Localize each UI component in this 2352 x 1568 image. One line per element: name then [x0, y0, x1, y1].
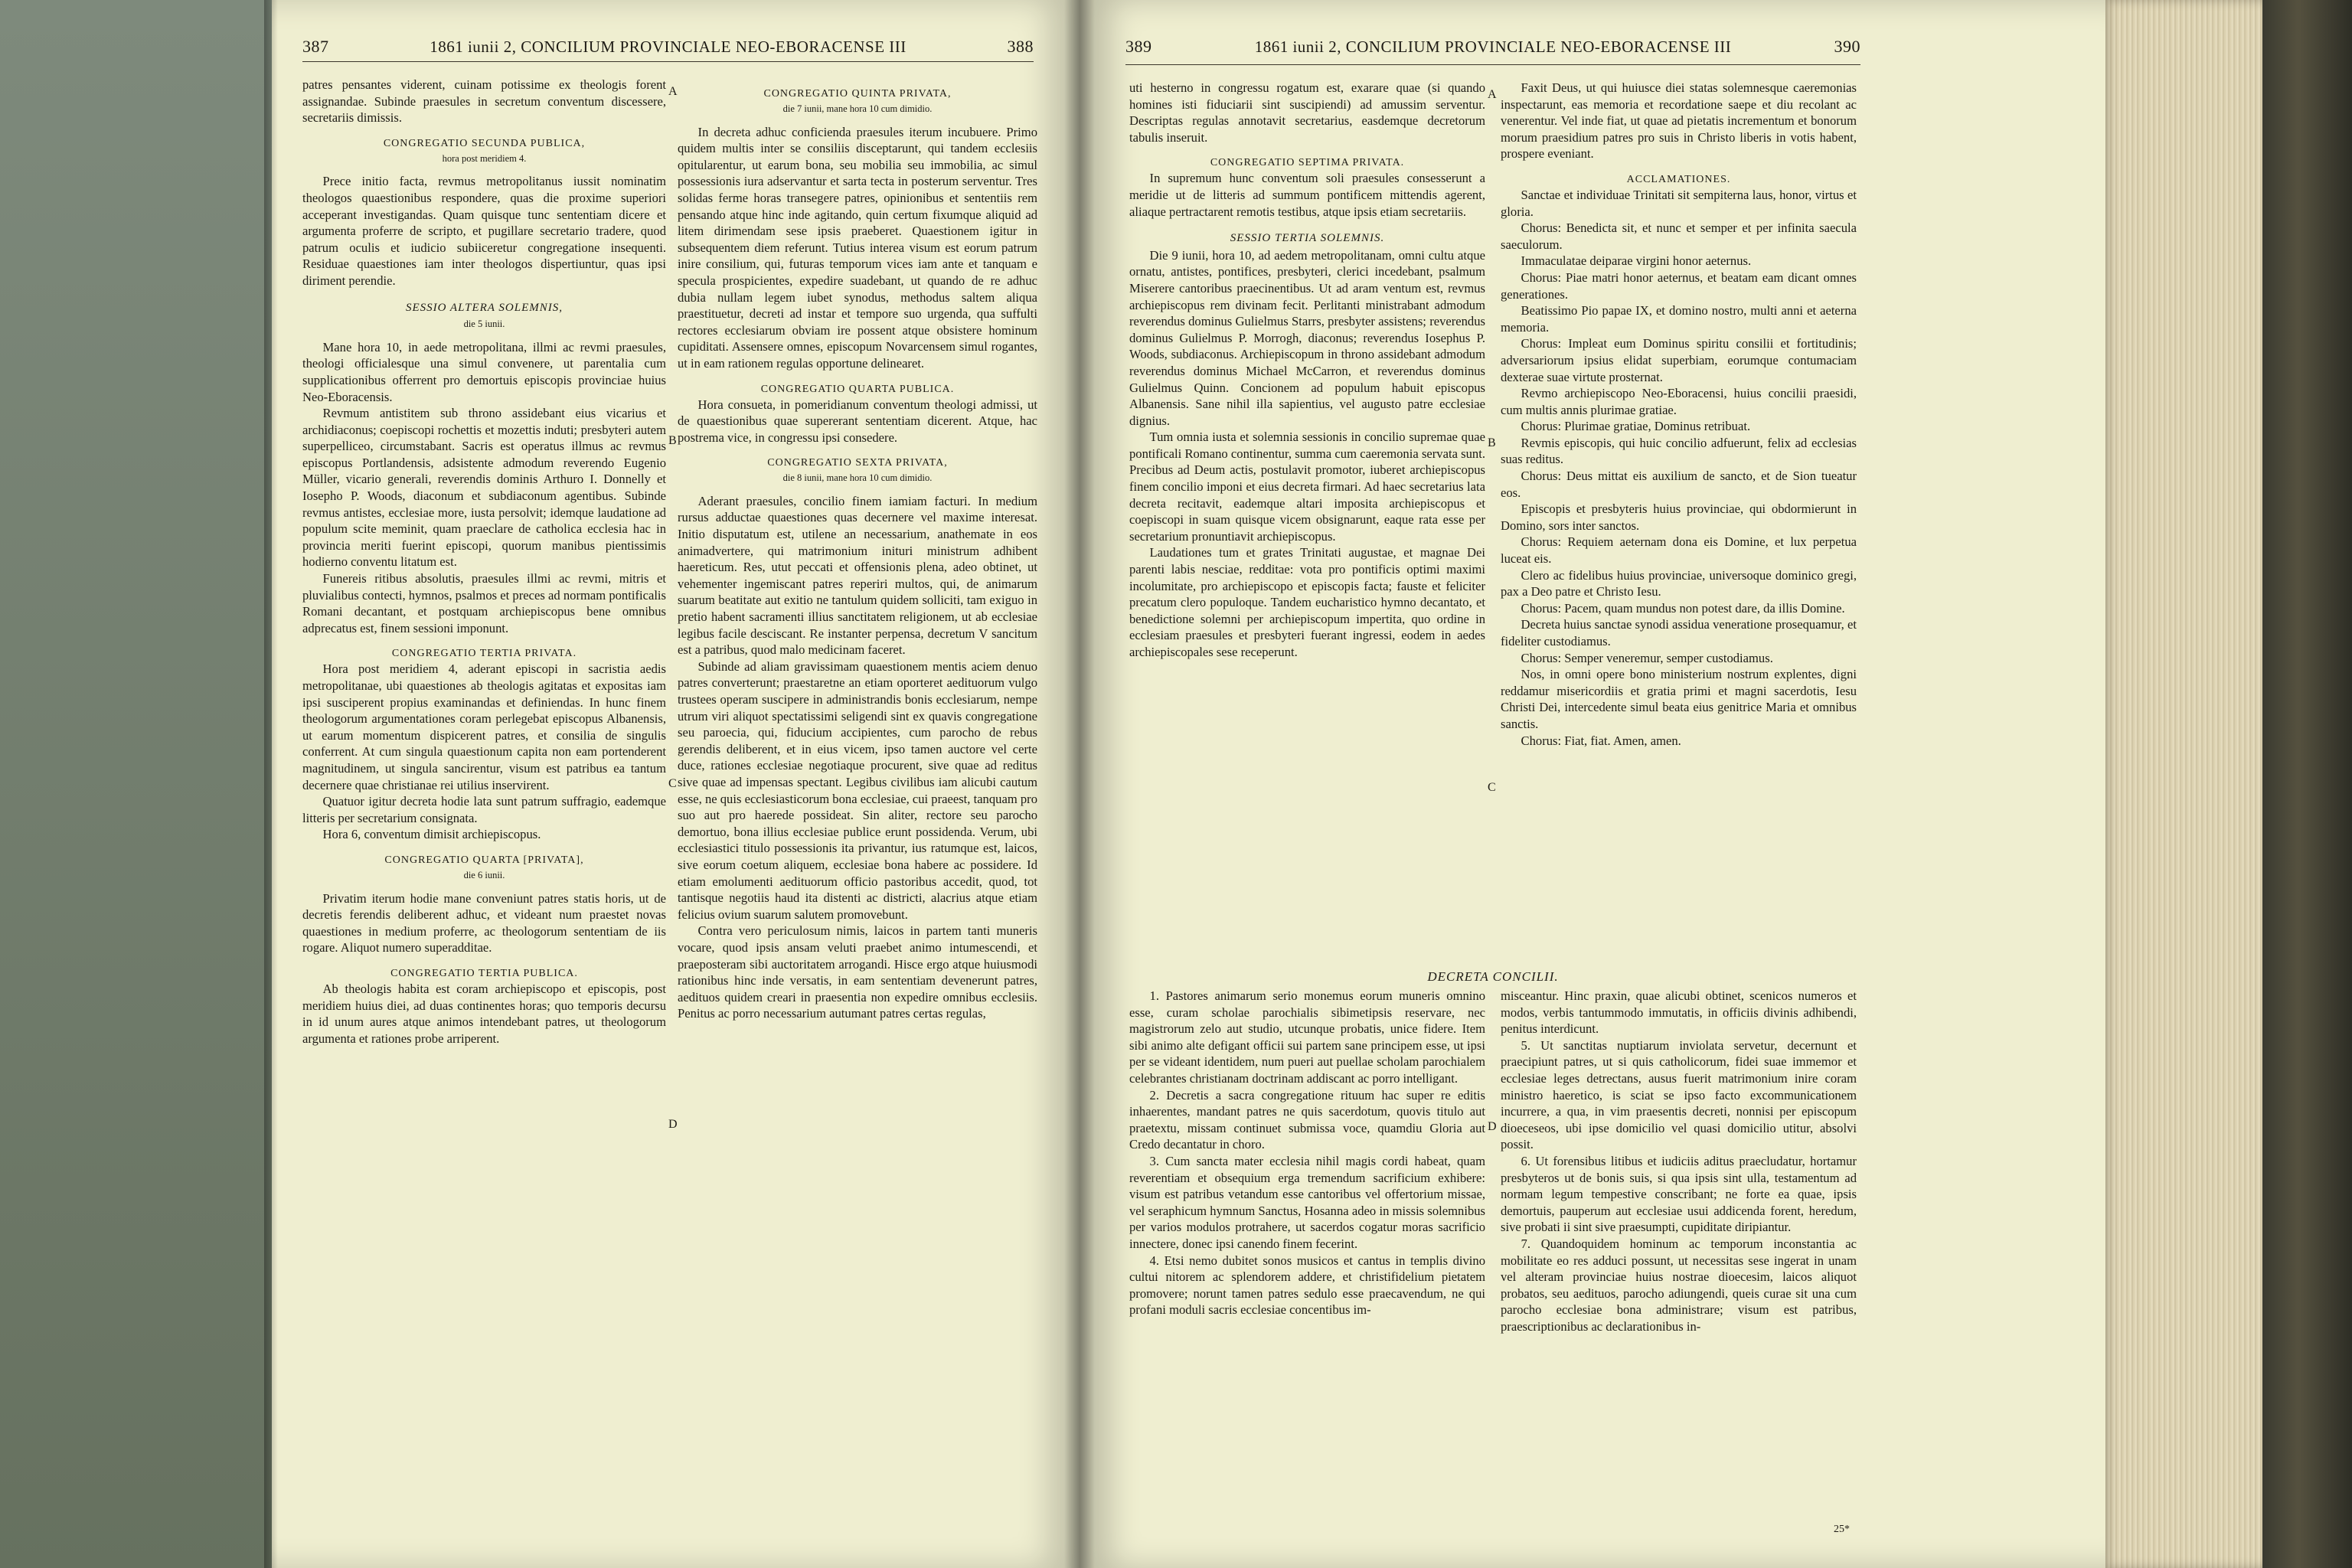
signature-mark: 25*	[1834, 1524, 1850, 1535]
header-rule	[1125, 64, 1860, 65]
book-gutter	[1064, 0, 1095, 1568]
section-heading: CONGREGATIO QUARTA PUBLICA.	[760, 383, 955, 395]
paragraph: Hora consueta, in pomeridianum conventum theologi admissi, ut de quaestionibus quae supererant sententiam dicerent. Atque, hac postrema vice, in congressu ipsi consedere.	[678, 397, 1037, 445]
paragraph: Ab theologis habita est coram archiepiscopo et episcopis, post meridiem huius diei, ad duas continentes horas; quo temporis decursu in id unum aures atque animos intendebant patres, ut theologorum argumenta et rationes probe arriperent.	[302, 981, 666, 1046]
paragraph: Nos, in omni opere bono ministerium nostrum explentes, digni reddamur misericordiis et gratia primi et magni sacerdotis, Iesu Christi Dei, intercedente simul beata eius genitrice Maria et omnibus sanctis.	[1501, 667, 1857, 731]
section-heading: CONGREGATIO SEXTA PRIVATA,	[767, 457, 948, 469]
paragraph: Chorus: Plurimae gratiae, Dominus retribuat.	[1521, 419, 1751, 434]
paragraph: In supremum hunc conventum soli praesules consesserunt a meridie ut de litteris ad summum pontificem mittendis agerent, aliaque pertractarent remotis testibus, atque ipsis etiam secretariis.	[1129, 171, 1485, 219]
paragraph: Chorus: Piae matri honor aeternus, et beatam eam dicant omnes generationes.	[1501, 270, 1857, 302]
paragraph: Decreta huius sanctae synodi assidua veneratione prosequamur, et fideliter custodiamus.	[1501, 617, 1857, 648]
paragraph: Quatuor igitur decreta hodie lata sunt patrum suffragio, eademque litteris per secretarium consignata.	[302, 794, 666, 825]
paragraph: Hora post meridiem 4, aderant episcopi in sacristia aedis metropolitanae, ubi quaestiones ab theologis agitatas et expositas iam ipsi susciperent propius examinandas et definiendas. In hunc finem theologorum argumentationes coram perlegebat episcopus Albanensis, ut earum momentum dispicerent patres, et consilia de singulis conferrent. At cum singula quaestionum capita non eam portenderent magnitudinem, ut singula sancirentur, visum est patribus ea tantum decernere quae christianae rei utilius inservirent.	[302, 662, 666, 792]
paragraph: Chorus: Semper veneremur, semper custodiamus.	[1521, 650, 1773, 665]
paragraph: 6. Ut forensibus litibus et iudiciis aditus praecludatur, hortamur presbyteros ut de bonis suis, si qua ipsis sint ulla, testamentum ad normam legum tempestive conscribant; ne forte ea quae, ipsis demortuis, pauperum aut ecclesiae usui addicenda forent, heredum, sive probati ii sint sive praesumpti, cupiditate diripiantur.	[1501, 1153, 1857, 1235]
paragraph: Die 9 iunii, hora 10, ad aedem metropolitanam, omni cultu atque ornatu, antistes, pontifices, presbyteri, clerici incedebant, psalmum Miserere cantoribus praecinentibus. Ut ad aram ventum est, revmus archiepiscopus rem divinam fecit. Perlitanti ministrabant admodum reverendus dominus Gulielmus Starrs, presbyter assistens; reverendus dominus Gulielmus P. Morrogh, diaconus; reverendus Iosephus P. Woods, subdiaconus. Archiepiscopum in throno assidebant admodum reverendus dominus Michael McCarron, et reverendus dominus Gulielmus Quinn. Concionem ad populum habuit episcopus Albanensis. Sane nihil illa sapientius, vel augusto patre ecclesiae dignius.	[1129, 247, 1485, 428]
paragraph: Chorus: Benedicta sit, et nunc et semper et per infinita saecula saeculorum.	[1501, 220, 1857, 252]
margin-letter: C	[1488, 781, 1496, 794]
paragraph: Chorus: Pacem, quam mundus non potest dare, da illis Domine.	[1521, 600, 1845, 616]
page-number: 388	[1007, 37, 1034, 56]
paragraph: Aderant praesules, concilio finem iamiam facturi. In medium rursus adductae quaestiones quas decernere vel maxime interesat. Initio disputatum est, utilene an necessarium, anathemate in eos animadvertere, qui matrimonium inituri ministrum adhibent haereticum. Res, utut peccati et offensionis plena, adeo obtinet, ut vehementer ingemiscant patres reperiri multos, qui, de animarum suarum beatitate aut exitio ne tantulum quidem solliciti, tam exiguo in pretio habent sacramenti illius sanctitatem religionem, ut ab ecclesiae legibus facile desciscant. Re instanter perpensa, decretum V sancitum est a patribus, quod malo medicinam faceret.	[678, 493, 1037, 658]
section-heading: CONGREGATIO QUINTA PRIVATA,	[763, 88, 952, 100]
paragraph: Immaculatae deiparae virgini honor aeternus.	[1521, 253, 1752, 269]
section-heading: CONGREGATIO SEPTIMA PRIVATA.	[1210, 157, 1405, 169]
paragraph: In decreta adhuc conficienda praesules iterum incubuere. Primo quidem multis inter se consiliis disceptarunt, qui tandem ecclesiis opitularentur, ut earum bona, seu mobilia seu immobilia, ac simul possessionis iura adservantur et sarta tecta in posterum serventur. Tres solidas ferme horas transegere patres, opinionibus et sententiis rem pensando atque hinc inde agitando, quin certum fixumque aliquid ad litem dirimendam sese ipsis praeberet. Quaestionem igitur in subsequentem diem referunt. Tutius interea visum est eorum patrum inire consilium, qui, futuras temporum vices iam ante et tanquam e specula prospicientes, expedire suadebant, ut quando de re adhuc dubia nullam legem iubet synodus, methodus saltem aliqua praestituetur, decreti ad instar et tempore suo urgenda, qua suffulti rectores ecclesiarum obviam ire possent atque obsistere hominum cupiditati. Assensere omnes, episcopum Novarcensem simul rogantes, ut in eam rationem regulas opportune delinearet.	[678, 124, 1037, 371]
section-subheading: die 6 iunii.	[463, 869, 505, 880]
section-heading: CONGREGATIO TERTIA PRIVATA.	[391, 648, 577, 660]
paragraph: Revmis episcopis, qui huic concilio adfuerunt, felix ad ecclesias suas reditus.	[1501, 435, 1857, 467]
paragraph: Mane hora 10, in aede metropolitana, illmi ac revmi praesules, theologi officialesque una simul convenere, ut parentalia cum supplicationibus offerrent pro demortuis episcopis provinciae huius Neo-Eboracensis.	[302, 339, 666, 404]
left-running-head	[302, 37, 1034, 57]
paragraph: Faxit Deus, ut qui huiusce diei statas solemnesque caeremonias inspectarunt, eas memoria et recordatione saepe et diu recolant ac venerentur. Vel inde fiat, ut quae ad pietatis incrementum et bonorum morum praesidium patres pro suis in Christo liberis in votis habent, prospere eveniant.	[1501, 80, 1857, 162]
section-title: DECRETA CONCILII.	[1427, 969, 1559, 984]
section-heading: CONGREGATIO QUARTA [PRIVATA],	[384, 854, 584, 866]
paragraph: Chorus: Requiem aeternam dona eis Domine, et lux perpetua luceat eis.	[1501, 534, 1857, 567]
paragraph: Clero ac fidelibus huius provinciae, universoque dominico gregi, pax a Deo patre et Christo Iesu.	[1501, 567, 1857, 599]
section-subheading: die 5 iunii.	[463, 318, 505, 330]
paragraph: Hora 6, conventum dimisit archiepiscopus.	[322, 827, 541, 842]
page-number: 387	[302, 37, 329, 56]
paragraph: 1. Pastores animarum serio monemus eorum muneris omnino esse, curam scholae parochialis sibimetipsis reservare, nec magistrorum zelo aut studio, utcunque probatis, unice fidere. Item sibi animo alte defigant officii sui partem sane principem esse, ut ipsi per se videant identidem, num pueri aut puellae scholam parochialem celebrantes christianam doctrinam addiscant ac porro intelligant.	[1129, 988, 1485, 1086]
section-subheading: hora post meridiem 4.	[442, 152, 527, 164]
paragraph: Revmum antistitem sub throno assidebant eius vicarius et archidiaconus; coepiscopi rochettis et mozettis induti; presbyteri autem superpelliceo, circumstabant. Sacris est operatus illmus ac revmus episcopus Portlandensis, adsistente admodum reverendo Eugenio Müller, vicario generali, reverendis dominis Arthuro I. Donnelly et Iosepho P. Woods, diaconum et subdiaconum agentibus. Subinde revmus antistes, ecclesiae more, iusta persolvit; idemque laudatione ad populum scite meminit, quam praeclare de catholica ecclesia hac in provincia meriti fuerint episcopi, quorum manibus pientissimis hodierno conventu litatum est.	[302, 406, 666, 570]
paragraph: Chorus: Deus mittat eis auxilium de sancto, et de Sion tueatur eos.	[1501, 469, 1857, 500]
book-page-edges	[2102, 0, 2266, 1568]
section-heading: ACCLAMATIONES.	[1626, 173, 1731, 185]
running-title: 1861 iunii 2, CONCILIUM PROVINCIALE NEO-EBORACENSE III	[1254, 38, 1732, 56]
paragraph: Prece initio facta, revmus metropolitanus iussit nominatim theologos quaestionibus respondere, quas die proxime superiori acceperant investigandas. Quam quisque tunc sententiam dicere et argumenta proferre de scripto, et pugillare secretario tradere, quod patrum oculis et iudicio subiiceretur congregatione insequenti. Residuae quaestiones iam inter theologos dispertiuntur, quas ipsi diriment perendie.	[302, 174, 666, 288]
paragraph: misceantur. Hinc praxin, quae alicubi obtinet, scenicos numeros et modos, verbis tantummodo immutatis, in officiis divinis adhibendi, penitus interdicunt.	[1501, 988, 1857, 1037]
paragraph: Beatissimo Pio papae IX, et domino nostro, multi anni et aeterna memoria.	[1501, 303, 1857, 335]
left-page-column-2	[678, 77, 1037, 1022]
paragraph: 4. Etsi nemo dubitet sonos musicos et cantus in templis divino cultui nitorem ac splendorem addere, et christifidelium pietatem promovere; norunt tamen patres sedulo esse praecavendum, ne qui profani moduli sacris ecclesiae concentibus im-	[1129, 1253, 1485, 1318]
paragraph: Privatim iterum hodie mane conveniunt patres statis horis, ut de decretis ferendis deliberent adhuc, et videant num praestet novas quaestiones in medium proferre, ac theologorum sententiam de iis rogare. Aliquot numero superadditae.	[302, 890, 666, 956]
page-number: 390	[1834, 37, 1860, 56]
margin-letter: B	[668, 434, 677, 447]
section-heading: CONGREGATIO SECUNDA PUBLICA,	[383, 137, 586, 149]
book-cover	[2262, 0, 2352, 1568]
paragraph: Funereis ritibus absolutis, praesules illmi ac revmi, mitris et pluvialibus contecti, hymnos, psalmos et preces ad normam pontificalis Romani decantant, et postquam archiepiscopus bene omnibus adprecatus est, finem sessioni imponunt.	[302, 571, 666, 635]
right-page-column-1	[1129, 80, 1485, 661]
page-number: 389	[1125, 37, 1152, 56]
section-subheading: die 7 iunii, mane hora 10 cum dimidio.	[782, 103, 933, 114]
paragraph: uti hesterno in congressu rogatum est, exarare quae (si quando homines isti fiduciarii sint suscipiendi) ad amussim serventur. Descriptas regulas annotavit secretarius, easdemque decretorum tabulis inseruit.	[1129, 80, 1485, 145]
paragraph: Subinde ad aliam gravissimam quaestionem mentis aciem denuo patres converterunt; praestaretne an etiam oporteret aedituorum vulgo trustees operam suscipere in administrandis bonis ecclesiarum, nempe utrum viri aliquot spectatissimi seligendi sint ex quavis congregatione seu paroecia, qui, fiducium accipientes, cum parocho de rebus gerendis deliberent, et in eius vicem, ipso tamen auctore vel certe duce, rationes ecclesiae negotiaque procurent, sive quae ad reditus sive quae ad impensas spectant. Legibus civilibus iam alicubi cautum esse, ne quis ecclesiasticorum bona ecclesiae, cui praeest, tanquam pro suo aut pro haerede possideat. Sin aliter, rectore seu parocho demortuo, bona illius ecclesiae publice erunt possidenda. Verum, ubi ecclesiastici titulo possessionis ita privantur, ius ratumque est, laicos, sive eorum coetum aliquem, ecclesiae bona habere ac possidere. Id etiam emolumenti aedituorum officio pastoribus accedit, quod, tot tantisque negotiis haud ita distenti ac districti, alacrius atque etiam felicius ovium suarum salutem promovebunt.	[678, 658, 1037, 922]
paragraph: Revmo archiepiscopo Neo-Eboracensi, huius concilii praesidi, cum multis annis plurimae gratiae.	[1501, 386, 1857, 417]
paragraph: 3. Cum sancta mater ecclesia nihil magis cordi habeat, quam reverentiam et obsequium erga tremendum sacrificium exhibere: visum est patribus vetandum esse cantoribus vel offertorium missae, vel seraphicum hymnum Sanctus, Hosanna adeo in missis solemnibus per varios modulos protrahere, ut sacerdos cogatur moras sacrificio innectere, donec ipsi canendo finem fecerint.	[1129, 1153, 1485, 1251]
paragraph: 7. Quandoquidem hominum ac temporum inconstantia ac mobilitate eo res adduci possunt, ut necessitas sese ingerat in unam vel alteram provinciae huius nostrae dioecesim, laicos aliquot probatos, seu aedituos, parocho adiungendi, queis curae sit una cum parocho ecclesiae bona administrare; visum est patribus, praescriptionibus ac declarationibus in-	[1501, 1236, 1857, 1334]
right-running-head	[1125, 37, 1860, 57]
right-page-column-2	[1501, 80, 1857, 749]
decreta-title-block	[1129, 961, 1857, 990]
paragraph: Sanctae et individuae Trinitati sit sempiterna laus, honor, virtus et gloria.	[1501, 187, 1857, 219]
section-subheading: die 8 iunii, mane hora 10 cum dimidio.	[782, 472, 933, 484]
margin-letter: D	[1488, 1120, 1497, 1133]
left-page-column-1	[302, 77, 666, 1047]
header-rule	[302, 61, 1034, 62]
paragraph: Episcopis et presbyteris huius provinciae, qui obdormierunt in Domino, sors inter sanctos.	[1501, 501, 1857, 533]
margin-letter: C	[668, 777, 677, 790]
margin-letter: D	[668, 1118, 678, 1131]
paragraph: 2. Decretis a sacra congregatione rituum hac super re editis inhaerentes, mandant patres ne quis sacerdotum, quovis titulo aut praetextu, missam continuet submissa voce, quamdiu Gloria aut Credo decantatur in choro.	[1129, 1087, 1485, 1152]
section-heading: CONGREGATIO TERTIA PUBLICA.	[390, 967, 578, 979]
paragraph: Laudationes tum et grates Trinitati augustae, et magnae Dei parenti labis nesciae, redditae: vota pro pontificis optimi maximi incolumitate, pro archiepiscopo et episcopis facta; fauste et feliciter precatum clero populoque. Tandem eucharistico hymno decantato, et benedictione solemni per archiepiscopum impertita, quo ordine in ecclesiam praesules et presbyteri fuerant ingressi, eodem in aedes archiepiscopales sese receperunt.	[1129, 545, 1485, 659]
running-title: 1861 iunii 2, CONCILIUM PROVINCIALE NEO-EBORACENSE III	[430, 38, 906, 56]
left-page-shadow	[264, 0, 278, 1568]
session-heading: SESSIO ALTERA SOLEMNIS,	[405, 301, 564, 314]
paragraph: Contra vero periculosum nimis, laicos in partem tanti muneris vocare, quod ipsis ansam veluti praebet animo intumescendi, et praeposteram sibi auctoritatem arrogandi. Hisce ergo atque huiusmodi rationibus hinc inde versatis, in eam sententiam devenerunt patres, aedituos quidem creari in praesentia non expedire omnibus ecclesiis. Penitus ac porro necessarium autumant patres certas regulas,	[678, 923, 1037, 1021]
paragraph: 5. Ut sanctitas nuptiarum inviolata servetur, decernunt et praecipiunt patres, ut si quis catholicorum, fidei suae immemor et ecclesiae leges detrectans, ausus fuerit matrimonium inire coram ministro haeretico, is sciat se ipso facto excommunicationem incurrere, a qua, in vim praesentis decreti, nonnisi per episcopum dioeceseos, ubi ipse domicilio vel quasi domicilio utitur, absolvi possit.	[1501, 1037, 1857, 1152]
margin-letter: A	[668, 85, 678, 98]
paragraph: Tum omnia iusta et solemnia sessionis in concilio supremae quae pontificali Romano continentur, summa cum caeremonia servata sunt. Precibus ad Deum actis, postulavit promotor, iuberet archiepiscopus finem concilio imponi et eius decreta firmari. Ad haec secretarius lata decreta recitavit, eademque altari imposita archiepiscopus et coepiscopi in suam quisque vicem obsignarunt, eaque rata esse per secretarium pronuntiavit archiepiscopus.	[1129, 430, 1485, 544]
paragraph: patres pensantes viderent, cuinam potissime ex theologis forent assignandae. Subinde praesules in secretum conventum discessere, secretariis dimissis.	[302, 77, 666, 126]
margin-letter: B	[1488, 436, 1496, 449]
right-page-column-1-decreta	[1129, 988, 1485, 1318]
paragraph: Chorus: Impleat eum Dominus spiritu consilii et fortitudinis; adversariorum ipsius elidat superbiam, eorumque contumaciam dexterae suae virtute prosternat.	[1501, 336, 1857, 384]
right-page-column-2-decreta	[1501, 988, 1857, 1334]
paragraph: Chorus: Fiat, fiat. Amen, amen.	[1521, 733, 1681, 748]
session-heading: SESSIO TERTIA SOLEMNIS.	[1230, 232, 1385, 245]
margin-letter: A	[1488, 88, 1497, 101]
